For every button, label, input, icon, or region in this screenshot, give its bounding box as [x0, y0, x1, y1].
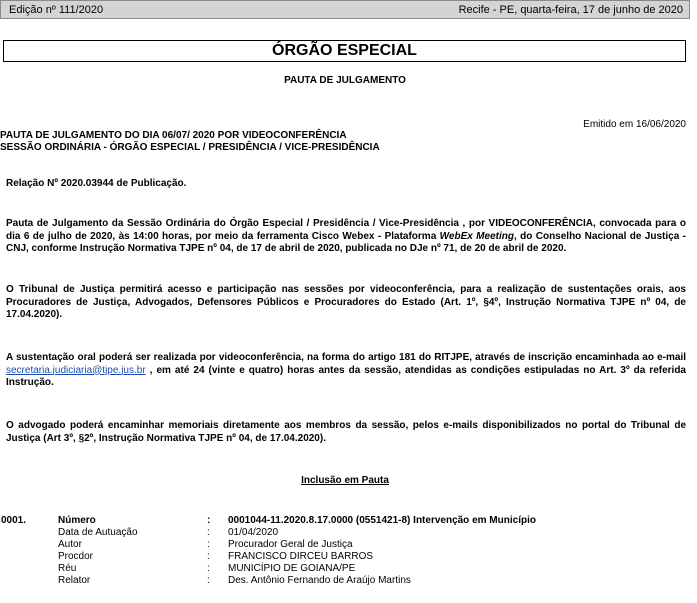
field-label: Réu [58, 563, 77, 574]
session-title [0, 130, 380, 154]
field-label: Autor [58, 539, 82, 550]
field-value: Des. Antônio Fernando de Araújo Martins [228, 575, 411, 586]
process-row-defendant [0, 563, 690, 575]
field-label: Número [58, 515, 96, 526]
paragraph-memorials: O advogado poderá encaminhar memoriais diretamente aos membros da sessão, pelos e-mails disponibilizados no portal do Tribunal de Justiça (Art 3º, §2º, Instrução Normativa TJPE nº 04, de 17.04.2020). [6, 420, 686, 444]
paragraph-convocation [6, 218, 686, 256]
process-row-date [0, 527, 690, 539]
field-label: Procdor [58, 551, 94, 562]
field-separator: : [207, 527, 210, 538]
location-date: Recife - PE, quarta-feira, 17 de junho de 2020 [458, 4, 683, 16]
session-line-1: PAUTA DE JULGAMENTO DO DIA 06/07/ 2020 POR VIDEOCONFERÊNCIA [0, 130, 347, 141]
section-title: ÓRGÃO ESPECIAL [3, 40, 686, 62]
field-value: Procurador Geral de Justiça [228, 539, 353, 550]
platform-name: WebEx Meeting [439, 230, 514, 242]
process-row-number [0, 515, 690, 527]
field-label: Data de Autuação [58, 527, 138, 538]
field-value: 0001044-11.2020.8.17.0000 (0551421-8) Intervenção em Município [228, 515, 536, 526]
paragraph-access: O Tribunal de Justiça permitirá acesso e participação nas sessões por videoconferência, para a realização de sustentações orais, aos Procuradores de Justiça, Advogados, Defensores Públicos e Procuradores do Estado (Art. 1º, §4º, Instrução Normativa TJPE nº 04, de 17.04.2020). [6, 284, 686, 320]
paragraph-oral-argument [6, 352, 686, 390]
field-separator: : [207, 515, 211, 526]
field-separator: : [207, 575, 210, 586]
field-value: MUNICÍPIO DE GOIANA/PE [228, 563, 356, 574]
paragraph-oral-text-b: , em até 24 (vinte e quatro) horas antes da sessão, atendidas as condições estipuladas no Art. 3º da referida Instrução. [6, 364, 686, 388]
process-row-prosecutor [0, 551, 690, 563]
field-separator: : [207, 539, 210, 550]
session-line-2: SESSÃO ORDINÁRIA - ÓRGÃO ESPECIAL / PRESIDÊNCIA / VICE-PRESIDÊNCIA [0, 142, 380, 153]
field-separator: : [207, 551, 210, 562]
paragraph-oral-text-a: A sustentação oral poderá ser realizada por videoconferência, na forma do artigo 181 do RITJPE, através de inscrição encaminhada ao e-mail [6, 352, 686, 363]
publication-relation: Relação Nº 2020.03944 de Publicação. [6, 178, 187, 189]
process-index: 0001. [1, 515, 27, 526]
edition-header-bar [0, 0, 690, 19]
paragraph-convocation-text-b: , do Conselho Nacional de Justiça - CNJ, conforme Instrução Normativa TJPE nº 04, de 17 de abril de 2020, publicada no DJe nº 71, de 20 de abril de 2020. [6, 230, 686, 254]
emitted-date: Emitido em 16/06/2020 [583, 119, 686, 130]
field-label: Relator [58, 575, 91, 586]
field-value: FRANCISCO DIRCEU BARROS [228, 551, 374, 562]
edition-number: Edição nº 111/2020 [9, 4, 104, 16]
process-row-author [0, 539, 690, 551]
field-separator: : [207, 563, 210, 574]
secretaria-email-link[interactable]: secretaria.judiciaria@tjpe.jus.br [6, 364, 146, 376]
page-subtitle: PAUTA DE JULGAMENTO [284, 75, 406, 86]
paragraph-convocation-text-a: Pauta de Julgamento da Sessão Ordinária do Órgão Especial / Presidência / Vice-Presidência , por VIDEOCONFERÊNCIA, convocada para o dia 6 de julho de 2020, às 14:00 horas, por meio da ferramenta Cisco Webex - Plataforma [6, 218, 686, 242]
field-value: 01/04/2020 [228, 527, 279, 538]
inclusion-heading: Inclusão em Pauta [301, 475, 389, 486]
process-row-rapporteur [0, 575, 690, 587]
